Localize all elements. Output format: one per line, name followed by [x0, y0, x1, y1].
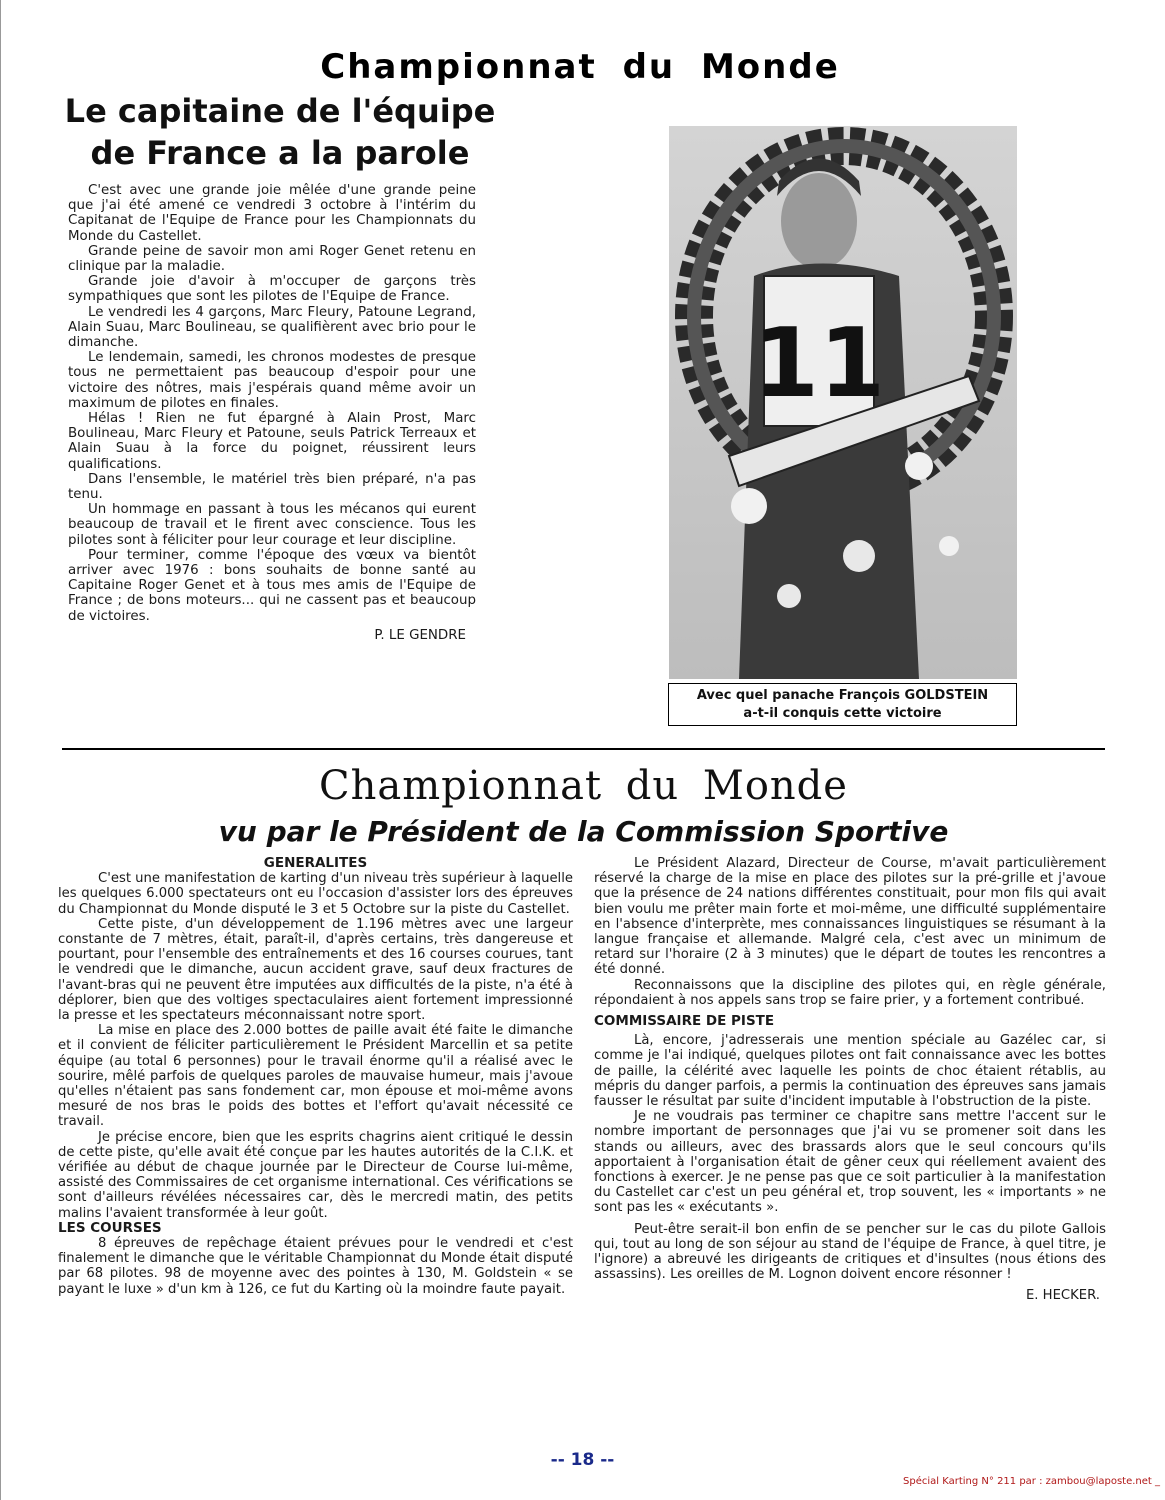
section-title-commissaire-de-piste: COMMISSAIRE DE PISTE	[594, 1013, 775, 1030]
photo-caption-line2: a-t-il conquis cette victoire	[743, 706, 942, 721]
article1-paragraph: Dans l'ensemble, le matériel très bien préparé, n'a pas tenu.	[68, 471, 476, 503]
article2-right-column	[594, 856, 1106, 1304]
article1-paragraph: Un hommage en passant à tous les mécanos qui eurent beaucoup de travail et le firent avec conscience. Tous les pilotes sont à féliciter pour leur courage et leur discipline.	[68, 502, 476, 548]
article2-paragraph: Là, encore, j'adresserais une mention spéciale au Gazélec car, si comme je l'ai indiqué, quelques pilotes ont fait connaissance avec les bottes de paille, la célérité avec laquelle les points de choc étaient rétablis, au mépris du danger parfois, a permis la continuation des épreuves sans jamais fausser le résultat par suite d'incident imputable à l'obstruction de la piste.	[594, 1033, 1106, 1110]
article2-subheadline: vu par le Président de la Commission Sportive	[218, 815, 949, 848]
article2-paragraph: Peut-être serait-il bon enfin de se pencher sur le cas du pilote Gallois qui, tout au long de son séjour au stand de l'équipe de France, à quel titre, je l'ignore) a abreuvé les dirigeants de critiques et d'insultes (nous étions des assassins). Les oreilles de M. Lognon doivent encore résonner !	[594, 1221, 1106, 1283]
article2-headline: Championnat du Monde	[319, 763, 848, 809]
section-divider	[62, 748, 1105, 750]
article1-body	[68, 183, 476, 643]
section-title-generalites: GENERALITES	[263, 855, 368, 871]
page-number: -- 18 --	[550, 1450, 615, 1470]
article2-signature: E. HECKER.	[1025, 1288, 1100, 1304]
article2-paragraph: Le Président Alazard, Directeur de Course, m'avait particulièrement réservé la charge de la mise en place des pilotes sur la pré-grille et j'avoue que la présence de 24 nations différentes constituait, pour mon fils qui avait bien voulu me prêter main forte et moi-même, une difficulté supplémentaire en l'absence d'interprète, mes connaissances linguistiques se résumant à la langue française et allemande. Malgré cela, c'est avec un minimum de retard sur l'horaire (2 à 3 minutes) que le départ de toutes les rencontres a été donné.	[594, 856, 1106, 978]
article1-paragraph: Grande joie d'avoir à m'occuper de garçons très sympathiques que sont les pilotes de l'Equipe de France.	[68, 274, 476, 305]
page-edge-line	[0, 0, 1, 1500]
article1-headline-line2: de France a la parole	[90, 134, 470, 172]
article2-paragraph: Je précise encore, bien que les esprits chagrins aient critiqué le dessin de cette piste, qu'elle avait été conçue par les hautes autorités de la C.I.K. et vérifiée au début de chaque journée par le Directeur de Course lui-même, assisté des Commissaires de cet organisme international. Ces vérifications se sont d'ailleurs révélées nécessaires car, dès le mercredi matin, des petits malins l'avaient transformée à leur goût.	[58, 1129, 573, 1221]
article2-paragraph: Reconnaissons que la discipline des pilotes qui, en règle générale, répondaient à nos appels sans trop se faire prier, y a fortement contribué.	[594, 977, 1106, 1008]
article2-paragraph: Je ne voudrais pas terminer ce chapitre sans mettre l'accent sur le nombre important de personnages que j'ai vu se promener soit dans les stands ou ailleurs, avec des brassards alors que le seul concours qu'ils apportaient à l'organisation était de gêner ceux qui réellement avaient des fonctions à exercer. Je ne pense pas que ce soit particulier à la manifestation du Castellet car c'est un peu général et, trop souvent, les « importants » ne sont pas les « exécutants ».	[594, 1109, 1106, 1216]
article1-headline	[40, 90, 520, 174]
article2-paragraph: 8 épreuves de repêchage étaient prévues pour le vendredi et c'est finalement le dimanche que le véritable Championnat du Monde était disputé par 68 pilotes. 98 de moyenne avec des pointes à 130, M. Goldstein « se payant le luxe » d'un km à 126, ce fut du Karting où la moindre faute payait.	[58, 1236, 573, 1297]
photo-caption	[668, 683, 1017, 726]
article2-paragraph: C'est une manifestation de karting d'un niveau très supérieur à laquelle les quelques 6.000 spectateurs ont eu l'occasion d'assister lors des épreuves du Championnat du Monde disputé le 3 et 5 Octobre sur la piste du Castellet.	[58, 871, 573, 917]
article1-paragraph: Le lendemain, samedi, les chronos modestes de presque tous ne permettaient pas beaucoup d'espoir pour une victoire des nôtres, mais j'espérais quand même avoir un maximum de pilotes en finales.	[68, 350, 476, 411]
article1-paragraph: Hélas ! Rien ne fut épargné à Alain Prost, Marc Boulineau, Marc Fleury et Patoune, seuls Patrick Terreaux et Alain Suau à la force du poignet, réussirent leurs qualifications.	[68, 411, 476, 472]
article2-left-column	[58, 856, 573, 1297]
winner-photo-illustration	[669, 126, 1017, 679]
winner-photo	[669, 126, 1017, 679]
footer-credit: Spécial Karting N° 211 par : zambou@laposte.net _	[903, 1476, 1160, 1487]
article2-paragraph: La mise en place des 2.000 bottes de paille avait été faite le dimanche et il convient de féliciter particulièrement le Président Marcellin et sa petite équipe (au total 6 personnes) pour le travail énorme qu'il a réalisé avec le sourire, mêlé parfois de quelques paroles de mauvaise humeur, mais j'avoue qu'elles n'étaient pas sans fondement car, mon épouse et moi-même avons mesuré de nos bras le poids des bottes et l'effort qu'avait nécessité ce travail.	[58, 1023, 573, 1130]
bib-number: 11	[752, 309, 886, 419]
article1-paragraph: Grande peine de savoir mon ami Roger Genet retenu en clinique par la maladie.	[68, 243, 476, 275]
article1-paragraph: Le vendredi les 4 garçons, Marc Fleury, Patoune Legrand, Alain Suau, Marc Boulineau, se qualifièrent avec brio pour le dimanche.	[68, 304, 476, 351]
article1-headline-line1: Le capitaine de l'équipe	[64, 92, 496, 130]
article1-paragraph: Pour terminer, comme l'époque des vœux va bientôt arriver avec 1976 : bons souhaits de bonne santé au Capitaine Roger Genet et à tous mes amis de l'Equipe de France ; de bons moteurs... qui ne cassent pas et beaucoup de victoires.	[68, 547, 476, 624]
section-kicker: Championnat du Monde	[320, 47, 840, 87]
section-title-les-courses: LES COURSES	[58, 1219, 162, 1236]
article1-signature: P. LE GENDRE	[374, 627, 466, 643]
photo-caption-line1: Avec quel panache François GOLDSTEIN	[696, 688, 989, 703]
article1-paragraph: C'est avec une grande joie mêlée d'une grande peine que j'ai été amené ce vendredi 3 octobre à l'intérim du Capitanat de l'Equipe de France pour les Championnats du Monde du Castellet.	[68, 183, 476, 244]
article2-paragraph: Cette piste, d'un développement de 1.196 mètres avec une largeur constante de 7 mètres, était, paraît-il, d'après certains, très dangereuse et pourtant, pour l'ensemble des entraînements et des 16 courses courues, tant le vendredi que le dimanche, aucun accident grave, sauf deux fractures de l'avant-bras qui ne peuvent être imputées aux difficultés de la piste, n'a été à déplorer, bien que des voltiges spectaculaires aient fortement impressionné la presse et les spectateurs méconnaissant notre sport.	[58, 916, 573, 1024]
